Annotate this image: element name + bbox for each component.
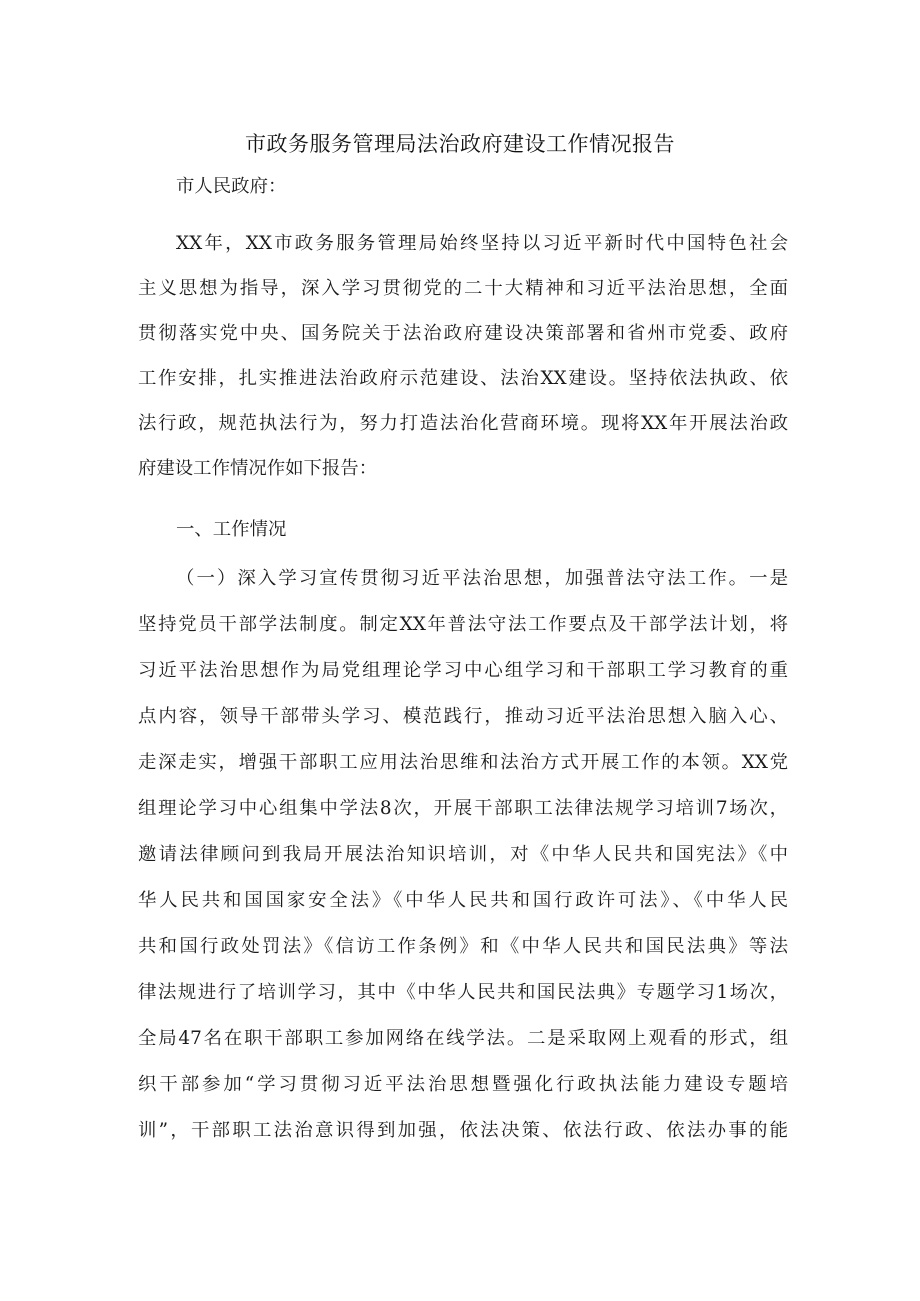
paragraph-line: 府建设工作情况作如下报告： xyxy=(138,458,378,479)
paragraph-line: 华人民共和国国家安全法》《中华人民共和国行政许可法》、《中华人民 xyxy=(138,890,788,911)
salutation: 市人民政府： xyxy=(176,176,287,197)
paragraph-line: 组理论学习中心组集中学法8次，开展干部职工法律法规学习培训7场次， xyxy=(138,798,788,819)
paragraph-line: 织干部参加“学习贯彻习近平法治思想暨强化行政执法能力建设专题培 xyxy=(138,1074,788,1095)
paragraph-line: 坚持党员干部学法制度。制定XX年普法守法工作要点及干部学法计划，将 xyxy=(138,614,788,635)
paragraph-line: 邀请法律顾问到我局开展法治知识培训，对《中华人民共和国宪法》《中 xyxy=(138,844,788,865)
paragraph-line: 律法规进行了培训学习，其中《中华人民共和国民法典》专题学习1场次， xyxy=(138,982,788,1003)
paragraph-line: 训”，干部职工法治意识得到加强，依法决策、依法行政、依法办事的能 xyxy=(138,1120,788,1141)
paragraph-line: 工作安排，扎实推进法治政府示范建设、法治XX建设。坚持依法执政、依 xyxy=(138,368,788,389)
paragraph-line: 全局47名在职干部职工参加网络在线学法。二是采取网上观看的形式，组 xyxy=(138,1028,788,1049)
paragraph-line: 主义思想为指导，深入学习贯彻党的二十大精神和习近平法治思想，全面 xyxy=(138,278,788,299)
paragraph-line: 贯彻落实党中央、国务院关于法治政府建设决策部署和省州市党委、政府 xyxy=(138,323,788,344)
paragraph-line: XX年，XX市政务服务管理局始终坚持以习近平新时代中国特色社会 xyxy=(176,233,788,254)
document-title: 市政务服务管理局法治政府建设工作情况报告 xyxy=(245,132,675,156)
paragraph-line: 点内容，领导干部带头学习、模范践行，推动习近平法治思想入脑入心、 xyxy=(138,706,788,727)
paragraph-line: 习近平法治思想作为局党组理论学习中心组学习和干部职工学习教育的重 xyxy=(138,660,788,681)
paragraph-line: 走深走实，增强干部职工应用法治思维和法治方式开展工作的本领。XX党 xyxy=(138,752,788,773)
paragraph-line: 共和国行政处罚法》《信访工作条例》和《中华人民共和国民法典》等法 xyxy=(138,936,788,957)
section-heading: 一、工作情况 xyxy=(176,519,287,540)
paragraph-line: （一）深入学习宣传贯彻习近平法治思想，加强普法守法工作。一是 xyxy=(176,568,788,589)
paragraph-line: 法行政，规范执法行为，努力打造法治化营商环境。现将XX年开展法治政 xyxy=(138,413,788,434)
